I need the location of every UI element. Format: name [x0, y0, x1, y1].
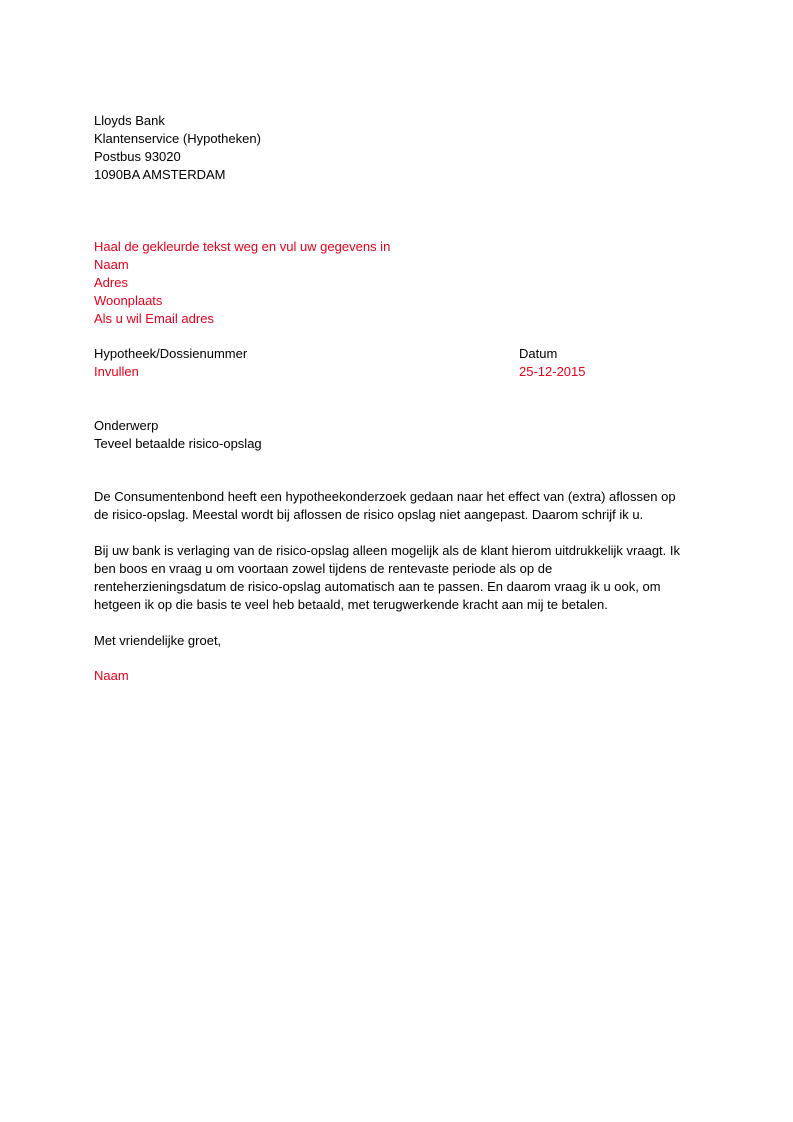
- reference-block: [94, 345, 247, 381]
- body-line: hetgeen ik op die basis te veel heb betaald, met terugwerkende kracht aan mij te betalen.: [94, 597, 608, 612]
- body-paragraph-2: [94, 542, 706, 614]
- closing-signature: [94, 667, 129, 685]
- date-value: 25-12-2015: [519, 364, 586, 379]
- reference-label: Hypotheek/Dossienummer: [94, 346, 248, 361]
- date-label: Datum: [519, 346, 558, 361]
- body-line: renteherzieningsdatum de risico-opslag automatisch aan te passen. En daarom vraag ik u ook, om: [94, 579, 661, 594]
- sender-address: Adres: [94, 275, 128, 290]
- sender-city: Woonplaats: [94, 293, 163, 308]
- recipient-line: 1090BA AMSTERDAM: [94, 167, 226, 182]
- sender-instruction: Haal de gekleurde tekst weg en vul uw gegevens in: [94, 239, 391, 254]
- signature-name: Naam: [94, 668, 129, 683]
- subject-block: [94, 417, 262, 453]
- recipient-line: Postbus 93020: [94, 149, 181, 164]
- recipient-line: Klantenservice (Hypotheken): [94, 131, 261, 146]
- body-line: ben boos en vraag u om voortaan zowel tijdens de rentevaste periode als op de: [94, 561, 553, 576]
- closing-greeting: [94, 632, 221, 650]
- sender-email: Als u wil Email adres: [94, 311, 214, 326]
- body-line: De Consumentenbond heeft een hypotheekonderzoek gedaan naar het effect van (extra) aflossen op: [94, 489, 676, 504]
- reference-value: Invullen: [94, 364, 139, 379]
- body-line: de risico-opslag. Meestal wordt bij aflossen de risico opslag niet aangepast. Daarom schrijf ik u.: [94, 507, 644, 522]
- date-block: [519, 345, 586, 381]
- recipient-address: [94, 112, 261, 184]
- sender-name: Naam: [94, 257, 129, 272]
- sender-details: [94, 238, 390, 328]
- recipient-line: Lloyds Bank: [94, 113, 165, 128]
- subject-label: Onderwerp: [94, 418, 159, 433]
- greeting-text: Met vriendelijke groet,: [94, 633, 222, 648]
- body-line: Bij uw bank is verlaging van de risico-opslag alleen mogelijk als de klant hierom uitdrukkelijk vraagt. Ik: [94, 543, 681, 558]
- subject-value: Teveel betaalde risico-opslag: [94, 436, 262, 451]
- body-paragraph-1: [94, 488, 706, 524]
